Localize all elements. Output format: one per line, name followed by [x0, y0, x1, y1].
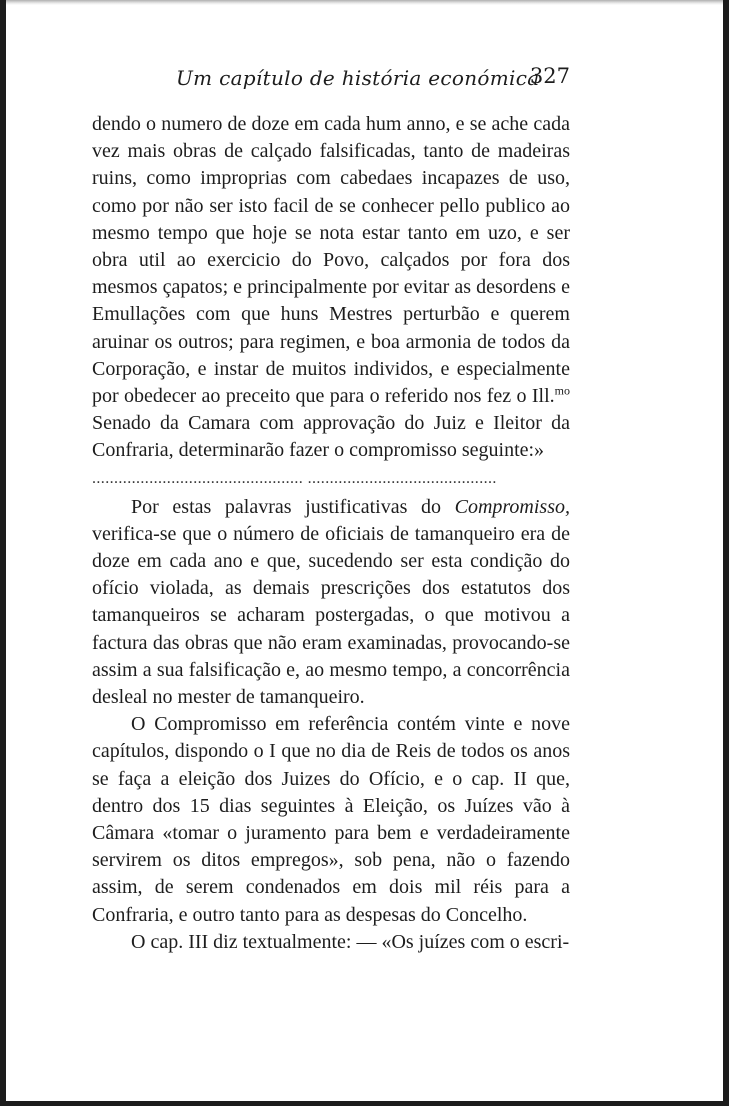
- paragraph-3: O cap. III diz textualmente: — «Os juízes com o escri-: [131, 930, 570, 953]
- quoted-text-part-1: dendo o numero de doze em cada hum anno, e se ache cada vez mais obras de calçado falsificadas, tanto de madeiras ruins, como improprias com cabedaes incapazes de uso, como por não ser isto facil de se conhecer pello publico ao mesmo tempo que hoje se nota estar tanto em uzo, e ser obra util ao exercicio do Povo, calçados por fora dos mesmos çapatos; e principalmente por evitar as desordens e Emullações com que huns Mestres perturbão e querem aruinar os outros; para regimen, e boa armonia de todos da Corporação, e instar de muitos individos, e especialmente por obedecer ao preceito que para o referido nos fez o Ill.: [92, 113, 570, 408]
- page-header: [92, 62, 570, 92]
- scan-edge-bottom: [0, 1101, 729, 1106]
- quoted-text: [92, 111, 570, 465]
- page-body: [92, 111, 570, 956]
- paragraph-2: O Compromisso em referência contém vinte e nove capítulos, dispondo o I que no dia de Reis de todos os anos se faça a eleição dos Juizes do Ofício, e o cap. II que, dentro dos 15 dias seguintes à Eleição, os Juízes vão à Câmara «tomar o juramento para bem e verdadeiramente servirem os ditos empregos», sob pena, não o fazendo assim, de serem condenados em dois mil réis para a Confraria, e outro tanto para as despesas do Concelho.: [92, 713, 570, 926]
- scan-edge-top: [0, 0, 729, 5]
- paragraph-1-italic-title: Compromisso,: [454, 495, 570, 518]
- paragraph-1-rest: verifica-se que o número de oficiais de tamanqueiro era de doze em cada ano e que, sucedendo ser esta condição do ofício violada, as demais prescrições dos estatutos dos tamanqueiros se acharam postergadas, o que motivou a factura das obras que não eram examinadas, provocando-se assim a sua falsificação e, ao mesmo tempo, a concorrência desleal no mester de tamanqueiro.: [92, 522, 570, 709]
- paragraph-1: [92, 494, 570, 712]
- scan-edge-left: [0, 0, 6, 1106]
- ellipsis-separator: ................................................ ...........................................: [92, 471, 497, 486]
- running-title: Um capítulo de história económica: [176, 66, 540, 90]
- scan-edge-right: [723, 0, 729, 1106]
- paragraph-1-lead: Por estas palavras justificativas do: [131, 495, 455, 518]
- quoted-text-part-2: Senado da Camara com approvação do Juiz e Ileitor da Confraria, determinarão fazer o compromisso seguinte:»: [92, 412, 570, 462]
- page-number: 327: [529, 64, 570, 88]
- quoted-text-superscript: mo: [554, 383, 570, 398]
